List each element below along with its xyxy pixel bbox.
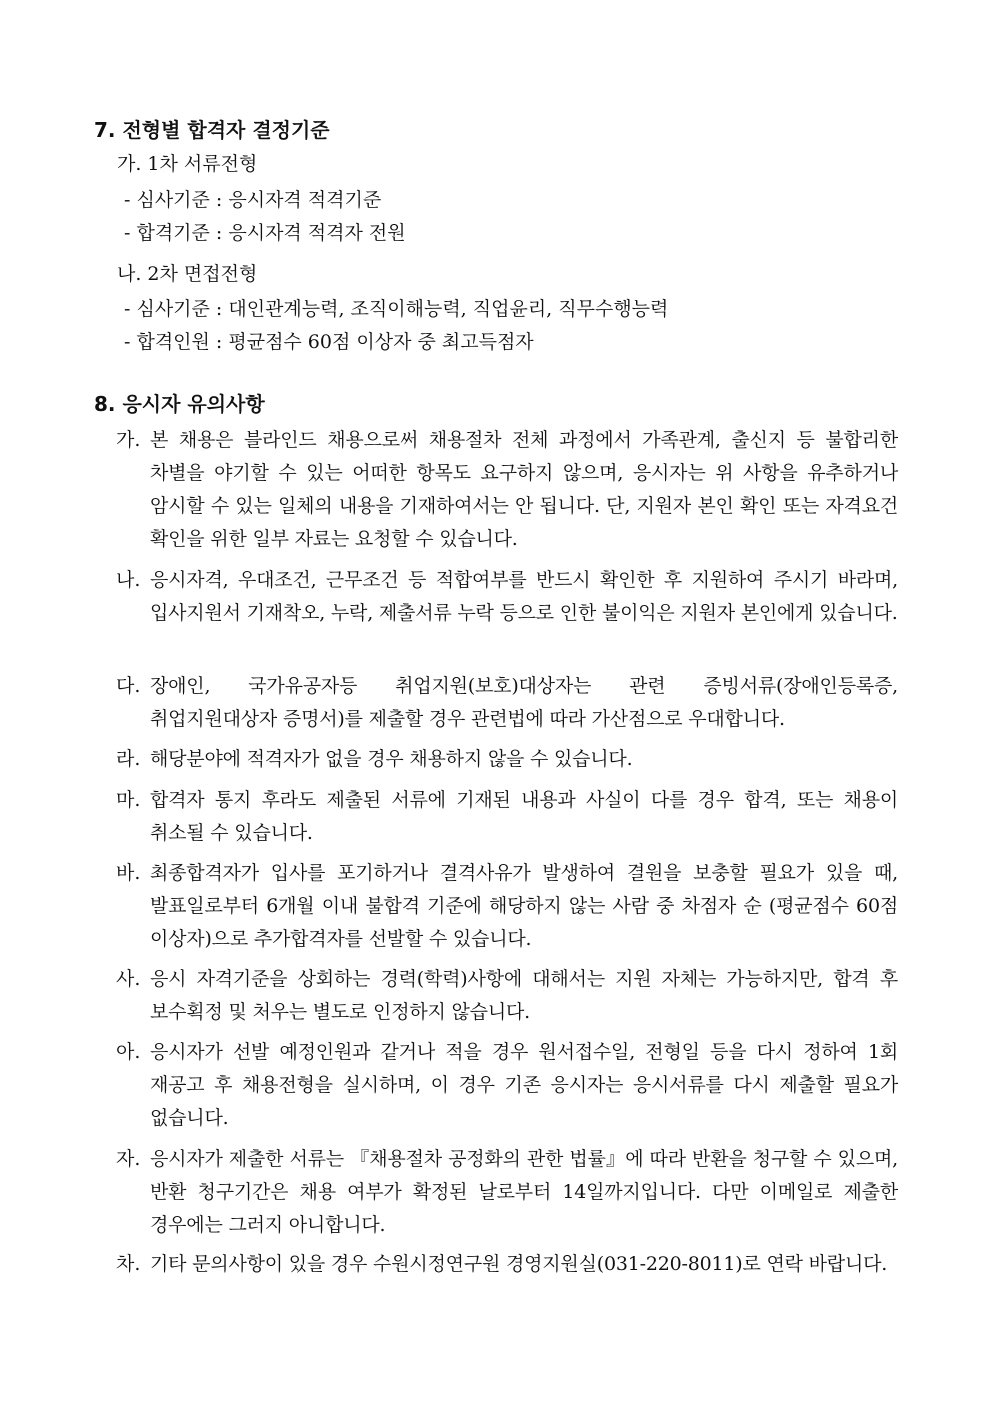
item-text: 응시자격, 우대조건, 근무조건 등 적합여부를 반드시 확인한 후 지원하여 주시기 바라며, 입사지원서 기재착오, 누락, 제출서류 누락 등으로 인한 불이익은 지원자 본인에게 있습니다. (150, 569, 898, 624)
item-text: 장애인, 국가유공자등 취업지원(보호)대상자는 관련 증빙서류(장애인등록증, 취업지원대상자 증명서)를 제출할 경우 관련법에 따라 가산점으로 우대합니다. (150, 675, 898, 730)
section-7-heading: 7. 전형별 합격자 결정기준 (94, 118, 330, 142)
item-marker: 다. (116, 675, 141, 697)
section-7-ga-criteria: - 심사기준 : 응시자격 적격기준 (124, 189, 382, 211)
section-7-na-pass: - 합격인원 : 평균점수 60점 이상자 중 최고득점자 (124, 331, 534, 353)
notice-item-ja (116, 1143, 898, 1242)
notice-item-ba (116, 857, 898, 956)
item-text: 응시자가 선발 예정인원과 같거나 적을 경우 원서접수일, 전형일 등을 다시 정하여 1회 재공고 후 채용전형을 실시하며, 이 경우 기존 응시자는 응시서류를 다시 제출할 필요가 없습니다. (150, 1041, 898, 1129)
item-marker: 자. (116, 1148, 141, 1170)
notice-item-ma (116, 784, 898, 850)
item-marker: 나. (116, 569, 141, 591)
section-7-subitem-ga: 가. 1차 서류전형 (117, 153, 258, 175)
item-marker: 차. (116, 1253, 141, 1275)
item-marker: 마. (116, 789, 141, 811)
notice-item-da (116, 670, 898, 736)
notice-item-cha (116, 1248, 898, 1281)
notice-item-ra (116, 743, 898, 776)
item-text: 최종합격자가 입사를 포기하거나 결격사유가 발생하여 결원을 보충할 필요가 있을 때, 발표일로부터 6개월 이내 불합격 기준에 해당하지 않는 사람 중 차점자 순 (평균점수 60점 이상자)으로 추가합격자를 선발할 수 있습니다. (150, 862, 898, 950)
notice-item-sa (116, 963, 898, 1029)
section-7-subitem-na: 나. 2차 면접전형 (117, 263, 258, 285)
item-marker: 사. (116, 968, 141, 990)
notice-item-ga (116, 424, 898, 556)
item-text: 응시자가 제출한 서류는 『채용절차 공정화의 관한 법률』에 따라 반환을 청구할 수 있으며, 반환 청구기간은 채용 여부가 확정된 날로부터 14일까지입니다. 다만 이메일로 제출한 경우에는 그러지 아니합니다. (150, 1148, 898, 1236)
item-marker: 바. (116, 862, 141, 884)
section-7-na-criteria: - 심사기준 : 대인관계능력, 조직이해능력, 직업윤리, 직무수행능력 (124, 298, 669, 320)
notice-item-a (116, 1036, 898, 1135)
item-marker: 아. (116, 1041, 141, 1063)
item-marker: 라. (116, 748, 141, 770)
item-text: 기타 문의사항이 있을 경우 수원시정연구원 경영지원실(031-220-8011)로 연락 바랍니다. (150, 1253, 888, 1275)
section-7-ga-pass: - 합격기준 : 응시자격 적격자 전원 (124, 222, 406, 244)
section-8-heading: 8. 응시자 유의사항 (94, 392, 265, 416)
item-text: 합격자 통지 후라도 제출된 서류에 기재된 내용과 사실이 다를 경우 합격, 또는 채용이 취소될 수 있습니다. (150, 789, 898, 844)
item-text: 본 채용은 블라인드 채용으로써 채용절차 전체 과정에서 가족관계, 출신지 등 불합리한 차별을 야기할 수 있는 어떠한 항목도 요구하지 않으며, 응시자는 위 사항을 유추하거나 암시할 수 있는 일체의 내용을 기재하여서는 안 됩니다. 단, 지원자 본인 확인 또는 자격요건 확인을 위한 일부 자료는 요청할 수 있습니다. (150, 429, 898, 550)
item-text: 응시 자격기준을 상회하는 경력(학력)사항에 대해서는 지원 자체는 가능하지만, 합격 후 보수획정 및 처우는 별도로 인정하지 않습니다. (150, 968, 898, 1023)
item-marker: 가. (116, 429, 141, 451)
item-text: 해당분야에 적격자가 없을 경우 채용하지 않을 수 있습니다. (150, 748, 633, 770)
notice-item-na (116, 564, 898, 630)
